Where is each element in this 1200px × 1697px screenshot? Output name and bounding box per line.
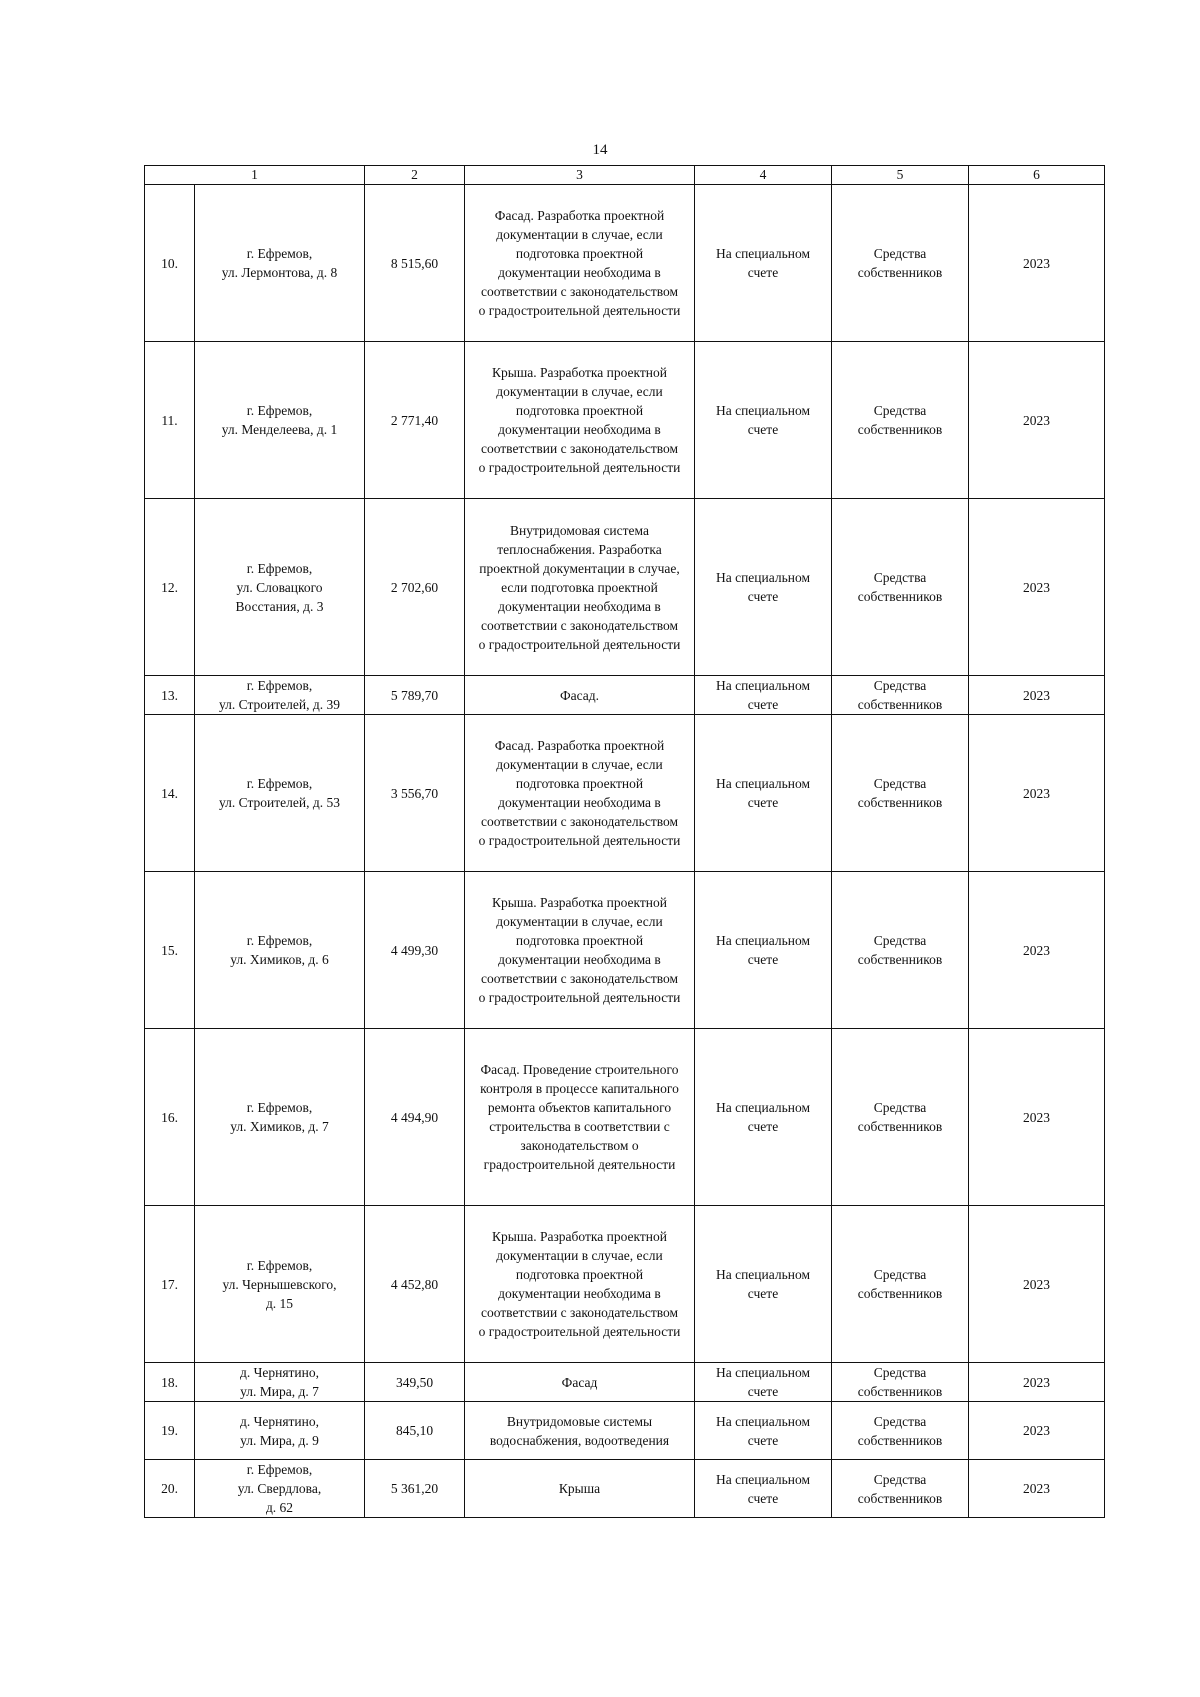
account-cell: На специальном счете xyxy=(695,1363,832,1402)
funding-source-cell: Средства собственников xyxy=(832,872,969,1029)
account-cell: На специальном счете xyxy=(695,676,832,715)
year-cell: 2023 xyxy=(969,1460,1105,1518)
row-number-cell: 20. xyxy=(145,1460,195,1518)
table-row xyxy=(145,1363,1105,1402)
address-cell: г. Ефремов, ул. Лермонтова, д. 8 xyxy=(195,185,365,342)
column-number: 4 xyxy=(695,166,832,185)
work-type-cell: Внутридомовые системы водоснабжения, водоотведения xyxy=(465,1402,695,1460)
work-type-cell: Фасад xyxy=(465,1363,695,1402)
funding-source-cell: Средства собственников xyxy=(832,1460,969,1518)
funding-source-cell: Средства собственников xyxy=(832,676,969,715)
address-cell: г. Ефремов, ул. Строителей, д. 39 xyxy=(195,676,365,715)
table-row xyxy=(145,676,1105,715)
area-cell: 2 771,40 xyxy=(365,342,465,499)
funding-source-cell: Средства собственников xyxy=(832,1402,969,1460)
work-type-cell: Крыша. Разработка проектной документации в случае, если подготовка проектной документации необходима в соответствии с законодательством о градостроительной деятельности xyxy=(465,342,695,499)
work-type-cell: Крыша. Разработка проектной документации в случае, если подготовка проектной документации необходима в соответствии с законодательством о градостроительной деятельности xyxy=(465,1206,695,1363)
column-number: 2 xyxy=(365,166,465,185)
work-type-cell: Крыша xyxy=(465,1460,695,1518)
work-type-cell: Внутридомовая система теплоснабжения. Разработка проектной документации в случае, если подготовка проектной документации необходима в соответствии с законодательством о градостроительной деятельности xyxy=(465,499,695,676)
column-number: 5 xyxy=(832,166,969,185)
address-cell: г. Ефремов, ул. Словацкого Восстания, д. 3 xyxy=(195,499,365,676)
account-cell: На специальном счете xyxy=(695,499,832,676)
column-number: 6 xyxy=(969,166,1105,185)
work-type-cell: Крыша. Разработка проектной документации в случае, если подготовка проектной документации необходима в соответствии с законодательством о градостроительной деятельности xyxy=(465,872,695,1029)
funding-source-cell: Средства собственников xyxy=(832,1363,969,1402)
address-cell: г. Ефремов, ул. Химиков, д. 6 xyxy=(195,872,365,1029)
address-cell: г. Ефремов, ул. Строителей, д. 53 xyxy=(195,715,365,872)
account-cell: На специальном счете xyxy=(695,1206,832,1363)
work-type-cell: Фасад. Разработка проектной документации в случае, если подготовка проектной документации необходима в соответствии с законодательством о градостроительной деятельности xyxy=(465,715,695,872)
column-number-row xyxy=(145,166,1105,185)
area-cell: 8 515,60 xyxy=(365,185,465,342)
year-cell: 2023 xyxy=(969,872,1105,1029)
row-number-cell: 14. xyxy=(145,715,195,872)
row-number-cell: 15. xyxy=(145,872,195,1029)
table-row xyxy=(145,1029,1105,1206)
year-cell: 2023 xyxy=(969,1029,1105,1206)
area-cell: 845,10 xyxy=(365,1402,465,1460)
row-number-cell: 13. xyxy=(145,676,195,715)
account-cell: На специальном счете xyxy=(695,342,832,499)
area-cell: 349,50 xyxy=(365,1363,465,1402)
year-cell: 2023 xyxy=(969,499,1105,676)
table-row xyxy=(145,342,1105,499)
funding-source-cell: Средства собственников xyxy=(832,499,969,676)
account-cell: На специальном счете xyxy=(695,185,832,342)
year-cell: 2023 xyxy=(969,676,1105,715)
work-type-cell: Фасад. Разработка проектной документации в случае, если подготовка проектной документации необходима в соответствии с законодательством о градостроительной деятельности xyxy=(465,185,695,342)
work-type-cell: Фасад. xyxy=(465,676,695,715)
address-cell: г. Ефремов, ул. Менделеева, д. 1 xyxy=(195,342,365,499)
table-row xyxy=(145,499,1105,676)
row-number-cell: 19. xyxy=(145,1402,195,1460)
address-cell: г. Ефремов, ул. Чернышевского, д. 15 xyxy=(195,1206,365,1363)
year-cell: 2023 xyxy=(969,1402,1105,1460)
area-cell: 5 789,70 xyxy=(365,676,465,715)
area-cell: 2 702,60 xyxy=(365,499,465,676)
address-cell: г. Ефремов, ул. Свердлова, д. 62 xyxy=(195,1460,365,1518)
row-number-cell: 17. xyxy=(145,1206,195,1363)
address-cell: д. Чернятино, ул. Мира, д. 9 xyxy=(195,1402,365,1460)
work-type-cell: Фасад. Проведение строительного контроля в процессе капитального ремонта объектов капитального строительства в соответствии с законодательством о градостроительной деятельности xyxy=(465,1029,695,1206)
area-cell: 4 494,90 xyxy=(365,1029,465,1206)
row-number-cell: 18. xyxy=(145,1363,195,1402)
column-number: 3 xyxy=(465,166,695,185)
table-row xyxy=(145,715,1105,872)
funding-source-cell: Средства собственников xyxy=(832,715,969,872)
year-cell: 2023 xyxy=(969,342,1105,499)
capital-repair-table xyxy=(144,165,1105,1518)
account-cell: На специальном счете xyxy=(695,1402,832,1460)
page-number: 14 xyxy=(592,142,608,158)
year-cell: 2023 xyxy=(969,185,1105,342)
table-row xyxy=(145,185,1105,342)
row-number-cell: 11. xyxy=(145,342,195,499)
funding-source-cell: Средства собственников xyxy=(832,185,969,342)
funding-source-cell: Средства собственников xyxy=(832,342,969,499)
area-cell: 5 361,20 xyxy=(365,1460,465,1518)
funding-source-cell: Средства собственников xyxy=(832,1029,969,1206)
address-cell: д. Чернятино, ул. Мира, д. 7 xyxy=(195,1363,365,1402)
account-cell: На специальном счете xyxy=(695,872,832,1029)
table-row xyxy=(145,1460,1105,1518)
year-cell: 2023 xyxy=(969,1363,1105,1402)
year-cell: 2023 xyxy=(969,1206,1105,1363)
column-number: 1 xyxy=(145,166,365,185)
funding-source-cell: Средства собственников xyxy=(832,1206,969,1363)
area-cell: 3 556,70 xyxy=(365,715,465,872)
account-cell: На специальном счете xyxy=(695,1460,832,1518)
table-row xyxy=(145,1402,1105,1460)
row-number-cell: 16. xyxy=(145,1029,195,1206)
row-number-cell: 10. xyxy=(145,185,195,342)
area-cell: 4 452,80 xyxy=(365,1206,465,1363)
area-cell: 4 499,30 xyxy=(365,872,465,1029)
row-number-cell: 12. xyxy=(145,499,195,676)
address-cell: г. Ефремов, ул. Химиков, д. 7 xyxy=(195,1029,365,1206)
account-cell: На специальном счете xyxy=(695,715,832,872)
table-row xyxy=(145,1206,1105,1363)
account-cell: На специальном счете xyxy=(695,1029,832,1206)
year-cell: 2023 xyxy=(969,715,1105,872)
table-row xyxy=(145,872,1105,1029)
